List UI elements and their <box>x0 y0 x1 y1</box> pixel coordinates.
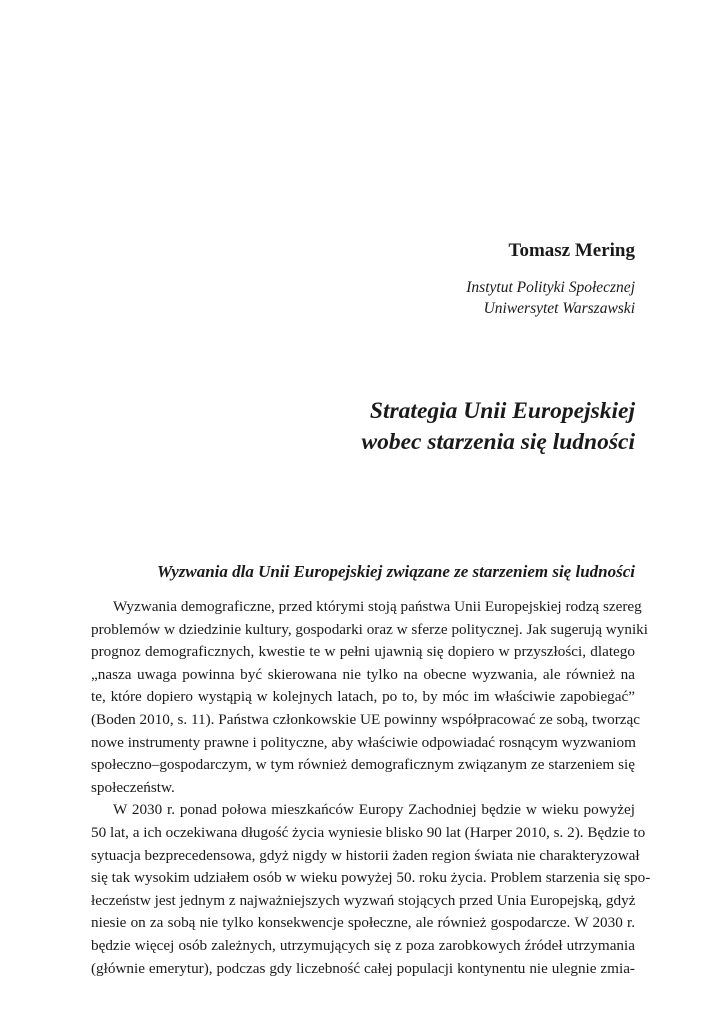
author-name: Tomasz Mering <box>508 240 635 261</box>
author-affiliation <box>466 277 635 319</box>
paragraph-line: łeczeństw jest jednym z najważniejszych wyzwań stojących przed Unia Europejską, gdyż <box>91 891 636 909</box>
paragraph-line: niesie on za sobą nie tylko konsekwencje społeczne, ale również gospodarcze. W 2030 r. <box>91 914 635 932</box>
affiliation-line: Uniwersytet Warszawski <box>483 300 635 317</box>
paragraph-line: problemów w dziedzinie kultury, gospodarki oraz w sferze politycznej. Jak sugerują wyniki <box>91 620 648 638</box>
paragraph-line: „nasza uwaga powinna być skierowana nie tylko na obecne wyzwania, ale również na <box>91 665 635 683</box>
paragraph-line: się tak wysokim udziałem osób w wieku powyżej 50. roku życia. Problem starzenia się spo- <box>91 869 651 887</box>
paragraph-line: będzie więcej osób zależnych, utrzymujących się z poza zarobkowych źródeł utrzymania <box>91 936 635 954</box>
affiliation-line: Instytut Polityki Społecznej <box>466 279 635 296</box>
paragraph-line: prognoz demograficznych, kwestie te w pełni ujawnią się dopiero w przyszłości, dlatego <box>91 643 635 661</box>
body-text <box>91 596 651 980</box>
paragraph-line: 50 lat, a ich oczekiwana długość życia wyniesie blisko 90 lat (Harper 2010, s. 2). Będzie to <box>91 823 646 841</box>
paragraph-line: (głównie emerytur), podczas gdy liczebność całej populacji kontynentu nie ulegnie zmia- <box>91 959 635 977</box>
paragraph-line: społeczno–gospodarczym, w tym również demograficznym związanym ze starzeniem się <box>91 756 635 774</box>
section-heading: Wyzwania dla Unii Europejskiej związane ze starzeniem się ludności <box>157 562 635 581</box>
paragraph-line: (Boden 2010, s. 11). Państwa członkowskie UE powinny współpracować ze sobą, tworząc <box>91 710 641 728</box>
title-line: Strategia Unii Europejskiej <box>369 398 635 424</box>
paragraph-line: Wyzwania demograficzne, przed którymi stoją państwa Unii Europejskiej rodzą szereg <box>113 598 642 615</box>
paragraph-line: społeczeństw. <box>91 778 175 796</box>
paragraph-line: W 2030 r. ponad połowa mieszkańców Europy Zachodniej będzie w wieku powyżej <box>113 801 635 819</box>
paragraph-line: sytuacja bezprecedensowa, gdyż nigdy w historii żaden region świata nie charakteryzował <box>91 846 640 864</box>
paragraph-line: nowe instrumenty prawne i polityczne, aby właściwie odpowiadać rosnącym wyzwaniom <box>91 733 636 751</box>
title-line: wobec starzenia się ludności <box>361 429 635 455</box>
paragraph-line: te, które dopiero wystąpią w kolejnych latach, po to, by móc im właściwie zapobiegać” <box>91 688 635 706</box>
article-title <box>361 396 635 458</box>
